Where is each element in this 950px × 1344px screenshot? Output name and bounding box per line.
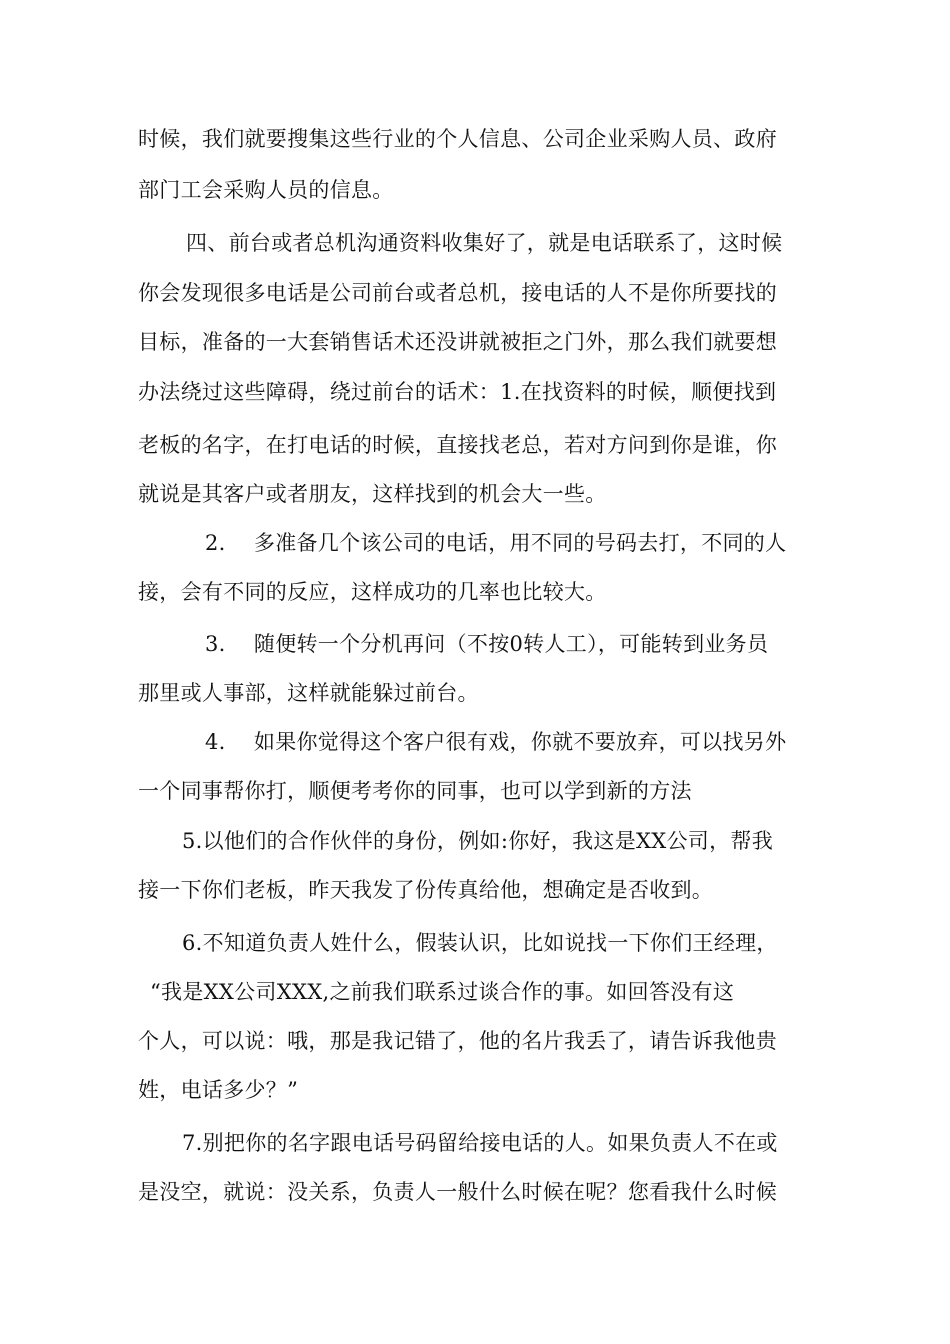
text-line: 老板的名字，在打电话的时候，直接找老总，若对方问到你是谁，你: [138, 433, 777, 457]
list-item-line: 6.不知道负责人姓什么，假装认识，比如说找一下你们王经理，: [182, 931, 778, 955]
text-line: 部门工会采购人员的信息。: [138, 178, 394, 202]
text-line: 就说是其客户或者朋友，这样找到的机会大一些。: [138, 482, 607, 506]
text-line: 时候，我们就要搜集这些行业的个人信息、公司企业采购人员、政府: [138, 127, 777, 151]
text-line: “我是XX公司XXX,之前我们联系过谈合作的事。如回答没有这: [150, 980, 735, 1004]
text-line: 是没空，就说：没关系，负责人一般什么时候在呢？您看我什么时候: [138, 1180, 777, 1204]
text-line: 接一下你们老板，昨天我发了份传真给他，想确定是否收到。: [138, 878, 714, 902]
list-item-line: 4. 如果你觉得这个客户很有戏，你就不要放弃，可以找另外: [205, 730, 787, 754]
text-line: 你会发现很多电话是公司前台或者总机，接电话的人不是你所要找的: [138, 281, 777, 305]
list-item-line: 7.别把你的名字跟电话号码留给接电话的人。如果负责人不在或: [182, 1131, 778, 1155]
list-item-line: 2. 多准备几个该公司的电话，用不同的号码去打，不同的人: [205, 531, 787, 555]
text-line: 那里或人事部，这样就能躲过前台。: [138, 681, 479, 705]
list-item-line: 3. 随便转一个分机再问（不按0转人工），可能转到业务员: [205, 632, 769, 656]
text-line: 个人，可以说：哦，那是我记错了，他的名片我丢了，请告诉我他贵: [138, 1029, 777, 1053]
text-line: 一个同事帮你打，顺便考考你的同事，也可以学到新的方法: [138, 779, 692, 803]
text-line: 办法绕过这些障碍，绕过前台的话术：1.在找资料的时候，顺便找到: [138, 380, 777, 404]
section-heading-line: 四、前台或者总机沟通资料收集好了，就是电话联系了，这时候: [186, 231, 783, 255]
text-line: 目标，准备的一大套销售话术还没讲就被拒之门外，那么我们就要想: [138, 330, 777, 354]
text-line: 姓，电话多少？”: [138, 1078, 299, 1102]
list-item-line: 5.以他们的合作伙伴的身份，例如:你好，我这是XX公司，帮我: [182, 829, 774, 853]
text-line: 接，会有不同的反应，这样成功的几率也比较大。: [138, 580, 607, 604]
